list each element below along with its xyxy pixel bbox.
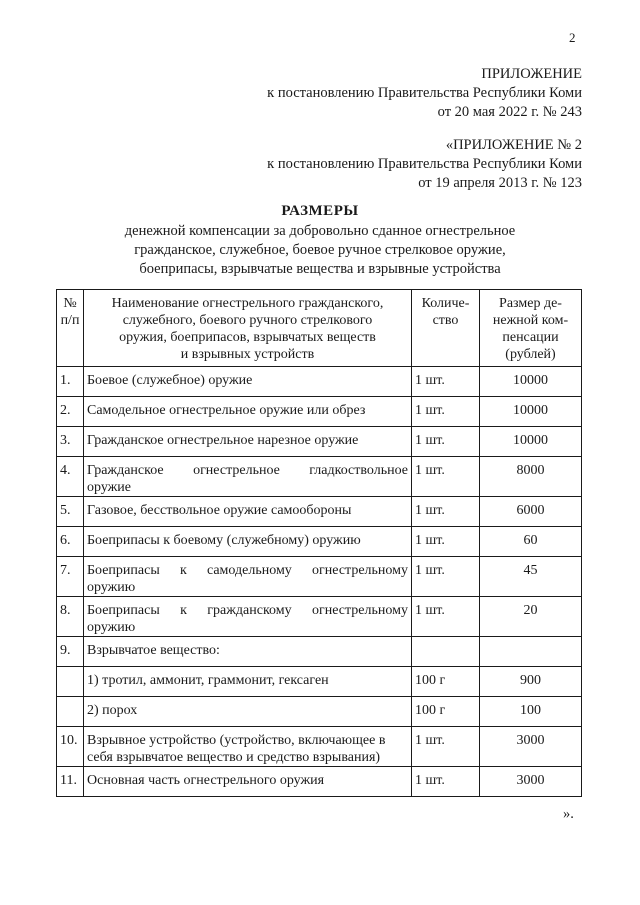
row-number: 11.	[57, 767, 84, 797]
row-quantity: 1 шт.	[412, 397, 480, 427]
row-name-line: себя взрывчатое вещество и средство взрывания)	[87, 750, 381, 765]
row-name: Самодельное огнестрельное оружие или обрез	[84, 397, 412, 427]
table-header-row	[57, 290, 582, 367]
row-amount: 45	[480, 557, 582, 597]
row-name: 2) порох	[84, 697, 412, 727]
row-quantity: 100 г	[412, 667, 480, 697]
row-amount	[480, 637, 582, 667]
row-quantity: 100 г	[412, 697, 480, 727]
row-quantity: 1 шт.	[412, 367, 480, 397]
table-row	[57, 397, 582, 427]
annex-original-header	[267, 136, 582, 193]
row-amount: 10000	[480, 367, 582, 397]
row-name: Боевое (служебное) оружие	[84, 367, 412, 397]
page-number: 2	[569, 30, 576, 45]
row-number: 3.	[57, 427, 84, 457]
row-quantity: 1 шт.	[412, 457, 480, 497]
header-name: Наименование огнестрельного гражданского, служебного, боевого ручного стрелкового оружия, боеприпасов, взрывчатых веществ и взрывных устройств	[84, 290, 412, 367]
header-amount: Размер де- нежной ком- пенсации (рублей)	[480, 290, 582, 367]
closing-quote: ».	[563, 806, 574, 822]
table-row	[57, 457, 582, 497]
annex-original-line: от 19 апреля 2013 г. № 123	[418, 175, 582, 191]
row-name: Основная часть огнестрельного оружия	[84, 767, 412, 797]
subtitle-line: гражданское, служебное, боевое ручное стрелковое оружие,	[134, 242, 506, 258]
row-name: Боеприпасы к гражданскому огнестрельному оружию	[84, 597, 412, 637]
row-amount: 3000	[480, 727, 582, 767]
row-number: 8.	[57, 597, 84, 637]
row-name: Гражданское огнестрельное нарезное оружие	[84, 427, 412, 457]
row-name: 1) тротил, аммонит, граммонит, гексаген	[84, 667, 412, 697]
row-amount: 3000	[480, 767, 582, 797]
table-row	[57, 597, 582, 637]
table-row	[57, 367, 582, 397]
header-quantity: Количе- ство	[412, 290, 480, 367]
row-amount: 60	[480, 527, 582, 557]
row-number: 2.	[57, 397, 84, 427]
row-number	[57, 667, 84, 697]
row-quantity: 1 шт.	[412, 597, 480, 637]
row-amount: 8000	[480, 457, 582, 497]
compensation-table	[56, 289, 582, 797]
subtitle-line: боеприпасы, взрывчатые вещества и взрывные устройства	[139, 261, 501, 277]
table-row	[57, 727, 582, 767]
table-row	[57, 427, 582, 457]
row-name	[84, 727, 412, 767]
document-title: РАЗМЕРЫ	[281, 203, 359, 219]
table-row	[57, 497, 582, 527]
annex-original-line: к постановлению Правительства Республики Коми	[267, 156, 582, 172]
row-name-line: Боеприпасы к гражданскому огнестрельному	[87, 603, 408, 618]
table-row	[57, 557, 582, 597]
subtitle-line: денежной компенсации за добровольно сданное огнестрельное	[124, 223, 516, 239]
row-name: Взрывчатое вещество:	[84, 637, 412, 667]
row-amount: 20	[480, 597, 582, 637]
row-name: Боеприпасы к боевому (служебному) оружию	[84, 527, 412, 557]
row-number: 4.	[57, 457, 84, 497]
row-number: 6.	[57, 527, 84, 557]
row-name: Гражданское огнестрельное гладкоствольное оружие	[84, 457, 412, 497]
header-number: № п/п	[57, 290, 84, 367]
annex-line: к постановлению Правительства Республики Коми	[267, 85, 582, 101]
row-amount: 900	[480, 667, 582, 697]
table-row	[57, 667, 582, 697]
row-name-line: Боеприпасы к самодельному огнестрельному	[87, 563, 408, 578]
row-amount: 10000	[480, 427, 582, 457]
annex-header	[267, 65, 582, 122]
row-quantity: 1 шт.	[412, 767, 480, 797]
row-number: 9.	[57, 637, 84, 667]
document-subtitle	[0, 222, 640, 279]
table-row	[57, 697, 582, 727]
table-row	[57, 637, 582, 667]
row-number: 1.	[57, 367, 84, 397]
row-name: Газовое, бесствольное оружие самообороны	[84, 497, 412, 527]
row-name-line: Гражданское огнестрельное гладкоствольное	[87, 463, 408, 478]
row-quantity: 1 шт.	[412, 557, 480, 597]
annex-line: ПРИЛОЖЕНИЕ	[481, 66, 582, 82]
row-quantity: 1 шт.	[412, 497, 480, 527]
row-quantity: 1 шт.	[412, 527, 480, 557]
row-number: 10.	[57, 727, 84, 767]
annex-original-line: «ПРИЛОЖЕНИЕ № 2	[445, 137, 582, 153]
row-quantity: 1 шт.	[412, 427, 480, 457]
row-number	[57, 697, 84, 727]
row-amount: 6000	[480, 497, 582, 527]
row-quantity	[412, 637, 480, 667]
table-row	[57, 527, 582, 557]
row-quantity: 1 шт.	[412, 727, 480, 767]
table-row	[57, 767, 582, 797]
row-name-line: Взрывное устройство (устройство, включающее в	[87, 733, 386, 748]
row-name: Боеприпасы к самодельному огнестрельному оружию	[84, 557, 412, 597]
annex-line: от 20 мая 2022 г. № 243	[437, 104, 582, 120]
row-amount: 100	[480, 697, 582, 727]
row-number: 5.	[57, 497, 84, 527]
row-amount: 10000	[480, 397, 582, 427]
row-number: 7.	[57, 557, 84, 597]
